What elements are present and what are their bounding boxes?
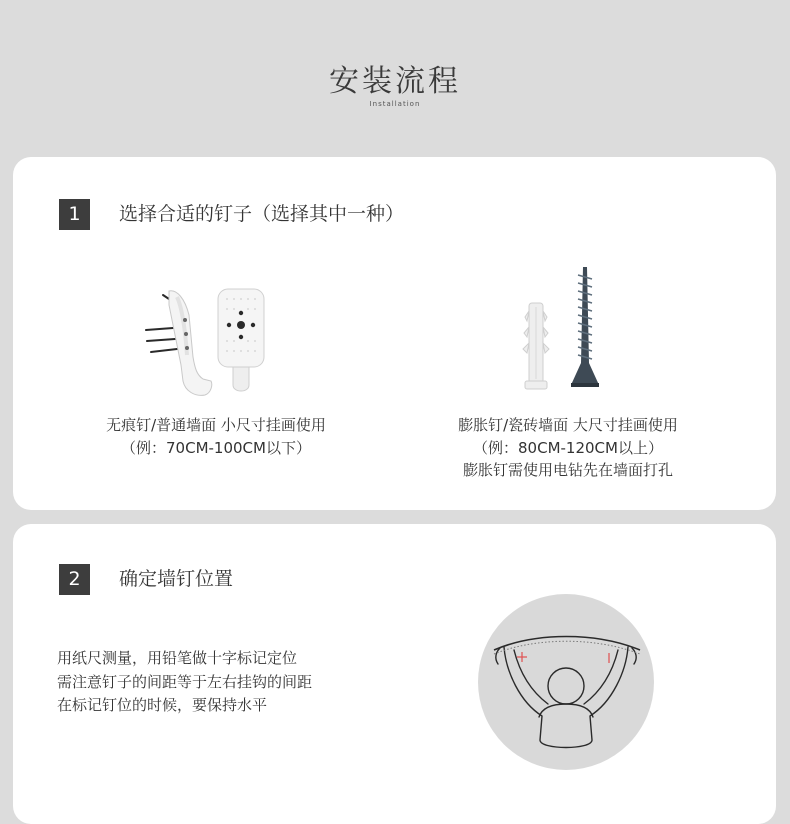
instruction-line-3: 在标记钉位的时候，要保持水平 xyxy=(57,696,268,714)
expansion-nail-image xyxy=(515,263,615,393)
step-2-number-badge: 2 xyxy=(59,564,90,595)
traceless-nail-image xyxy=(141,285,281,400)
page-title: 安装流程 xyxy=(329,64,461,99)
measuring-diagram xyxy=(476,592,656,772)
instruction-line-2: 需注意钉子的间距等于左右挂钩的间距 xyxy=(57,672,313,691)
option-2-line-2: （例：80CM-120CM以上） xyxy=(473,438,663,457)
option-2-line-1: 膨胀钉/瓷砖墙面 大尺寸挂画使用 xyxy=(458,416,678,434)
step-2-card xyxy=(13,524,776,824)
step-1-card xyxy=(13,157,776,510)
option-expansion-nail-description xyxy=(428,414,708,482)
step-1-number-badge: 1 xyxy=(59,199,90,230)
option-traceless-nail-description xyxy=(86,414,346,459)
option-1-line-1: 无痕钉/普通墙面 小尺寸挂画使用 xyxy=(106,416,326,434)
step-2-instructions xyxy=(57,647,312,718)
page-subtitle: Installation xyxy=(369,100,421,108)
option-2-line-3: 膨胀钉需使用电钻先在墙面打孔 xyxy=(462,461,673,479)
option-1-line-2: （例：70CM-100CM以下） xyxy=(121,438,311,457)
step-1-title: 选择合适的钉子（选择其中一种） xyxy=(119,203,405,225)
instruction-line-1: 用纸尺测量，用铅笔做十字标记定位 xyxy=(57,649,298,667)
page-header xyxy=(0,62,790,108)
step-2-title: 确定墙钉位置 xyxy=(119,568,234,590)
